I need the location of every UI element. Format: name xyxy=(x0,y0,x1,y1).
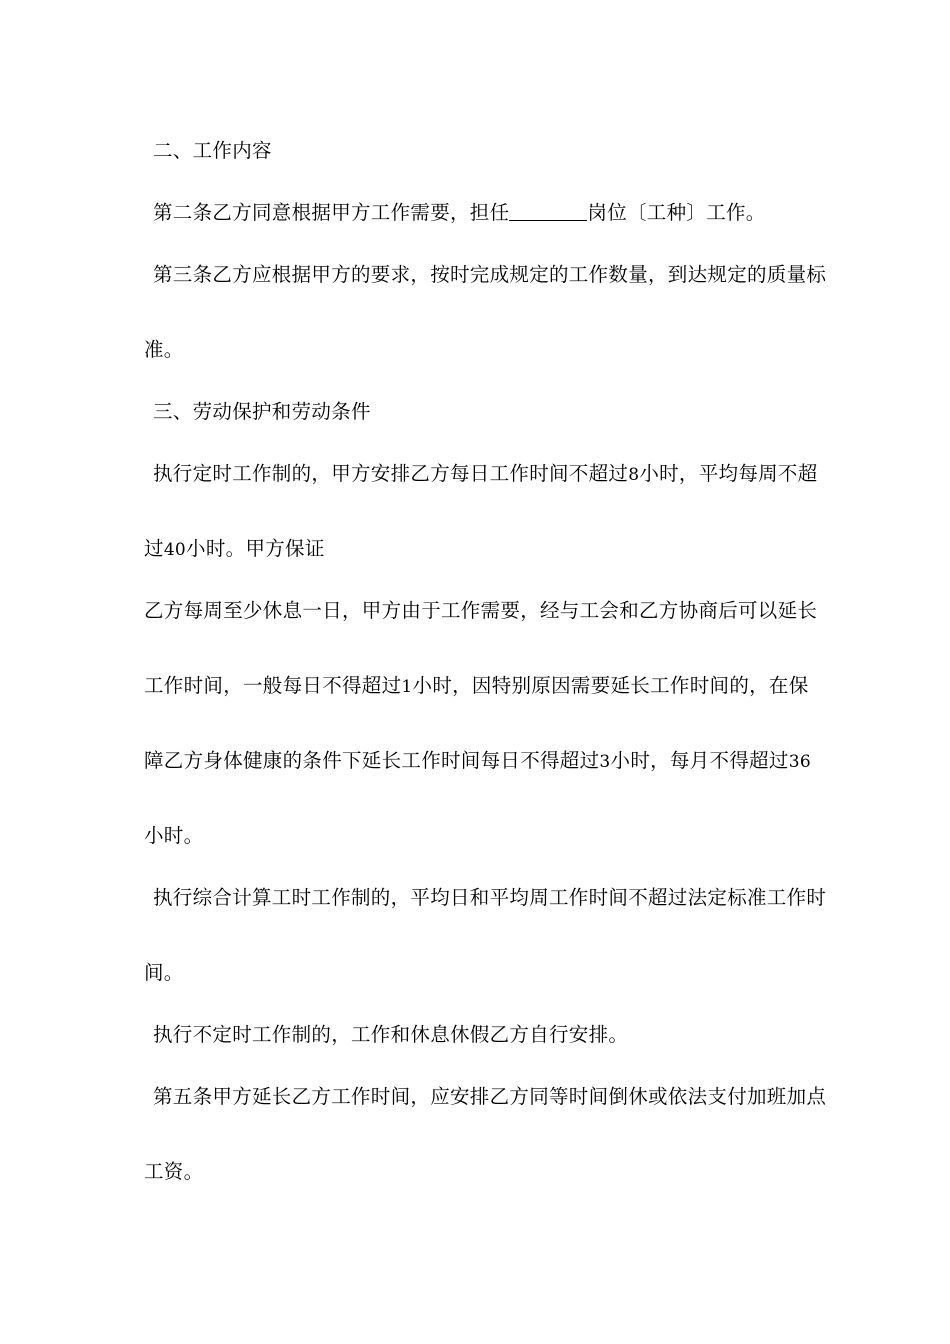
overtime-text-2: 小时，因特别原因需要延长工作时间的，在保 xyxy=(412,674,809,697)
overtime-line-2 xyxy=(144,673,809,700)
fixed-hours-line-1 xyxy=(153,461,818,488)
overtime-daily-max-value: 3 xyxy=(599,752,611,772)
comprehensive-hours-line-1: 执行综合计算工时工作制的，平均日和平均周工作时间不超过法定标准工作时 xyxy=(153,886,827,909)
overtime-text-4: 小时，每月不得超过 xyxy=(610,749,789,772)
overtime-text: 工作时间，一般每日不得超过 xyxy=(144,674,402,697)
overtime-monthly-max-value: 36 xyxy=(788,752,811,772)
article-2-text: 第二条乙方同意根据甲方工作需要，担任 xyxy=(153,201,510,224)
fixed-hours-line-2 xyxy=(144,536,325,563)
fixed-hours-text-2: 小时，平均每周不超 xyxy=(639,462,818,485)
overtime-daily-normal-value: 1 xyxy=(401,677,413,697)
fixed-hours-text-4: 小时。甲方保证 xyxy=(186,537,325,560)
article-3-line-2: 准。 xyxy=(144,338,184,361)
position-blank xyxy=(509,202,587,221)
section-heading-labor-protection: 三、劳动保护和劳动条件 xyxy=(153,400,371,423)
article-3-line-1: 第三条乙方应根据甲方的要求，按时完成规定的工作数量，到达规定的质量标 xyxy=(153,263,827,286)
fixed-hours-text-3: 过 xyxy=(144,537,164,560)
flexible-hours-line: 执行不定时工作制的，工作和休息休假乙方自行安排。 xyxy=(153,1023,629,1046)
comprehensive-hours-line-2: 间。 xyxy=(144,961,184,984)
section-heading-work-content: 二、工作内容 xyxy=(153,139,272,162)
fixed-hours-text: 执行定时工作制的，甲方安排乙方每日工作时间不超过 xyxy=(153,462,629,485)
overtime-line-1: 乙方每周至少休息一日，甲方由于工作需要，经与工会和乙方协商后可以延长 xyxy=(144,599,818,622)
article-2 xyxy=(153,200,766,226)
daily-hours-value: 8 xyxy=(628,465,640,485)
article-2-text-end: 岗位〔工种〕工作。 xyxy=(587,201,766,224)
article-5-line-1: 第五条甲方延长乙方工作时间，应安排乙方同等时间倒休或依法支付加班加点 xyxy=(153,1085,827,1108)
article-5-line-2: 工资。 xyxy=(144,1160,204,1183)
overtime-line-4: 小时。 xyxy=(144,824,204,847)
overtime-line-3 xyxy=(144,748,811,775)
weekly-hours-value: 40 xyxy=(163,540,187,560)
overtime-text-3: 障乙方身体健康的条件下延长工作时间每日不得超过 xyxy=(144,749,600,772)
